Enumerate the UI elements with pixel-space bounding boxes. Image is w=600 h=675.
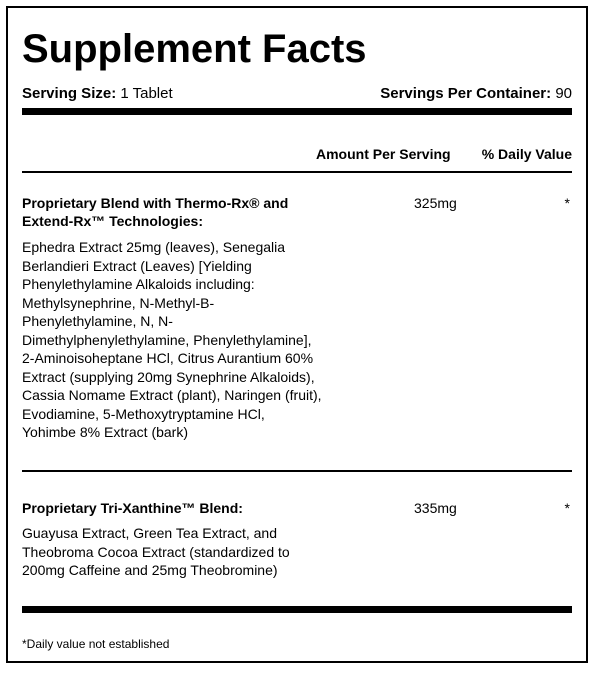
serving-size-label: Serving Size: — [22, 85, 117, 102]
servings-per-container-value: 90 — [555, 85, 572, 102]
serving-size — [22, 84, 173, 104]
servings-per-container — [380, 84, 572, 104]
blend-1-title: Proprietary Blend with Thermo-Rx® and Extend-Rx™ Technologies: — [22, 195, 289, 229]
blend-1-ingredients: Ephedra Extract 25mg (leaves), Senegalia Berlandieri Extract (Leaves) [Yielding Phenylethylamine Alkaloids including: Methylsynephrine, N-Methyl-B-Phenylethylamine, N, N-Dimethylphenylethylamine, Phenylethylamine], 2-Aminoisoheptane HCl, Citrus Aurantium 60% Extract (supplying 20mg Synephrine Alkaloids), Cassia Nomame Extract (plant), Naringen (fruit), Evodiamine, 5-Methoxytryptamine HCl, Yohimbe 8% Extract (bark) — [22, 239, 322, 440]
header-rule — [22, 171, 572, 173]
panel-title: Supplement Facts — [22, 27, 367, 71]
blend-divider-rule — [22, 470, 572, 472]
supplement-facts-panel — [6, 6, 588, 663]
top-thick-rule — [22, 108, 572, 115]
bottom-thick-rule — [22, 606, 572, 613]
daily-value-header: % Daily Value — [481, 146, 572, 162]
footnote: *Daily value not established — [22, 637, 170, 651]
blend-1-daily-value: * — [564, 195, 570, 211]
servings-per-container-label: Servings Per Container: — [380, 85, 552, 102]
amount-per-serving-header: Amount Per Serving — [316, 146, 451, 162]
blend-2-amount: 335mg — [414, 500, 457, 516]
serving-info-row — [22, 84, 572, 104]
blend-2-daily-value: * — [564, 500, 570, 516]
blend-2-ingredients: Guayusa Extract, Green Tea Extract, and Theobroma Cocoa Extract (standardized to 200mg Caffeine and 25mg Theobromine) — [22, 525, 290, 578]
blend-1-amount: 325mg — [414, 195, 457, 211]
serving-size-value: 1 Tablet — [120, 85, 173, 102]
blend-2-title: Proprietary Tri-Xanthine™ Blend: — [22, 500, 243, 516]
